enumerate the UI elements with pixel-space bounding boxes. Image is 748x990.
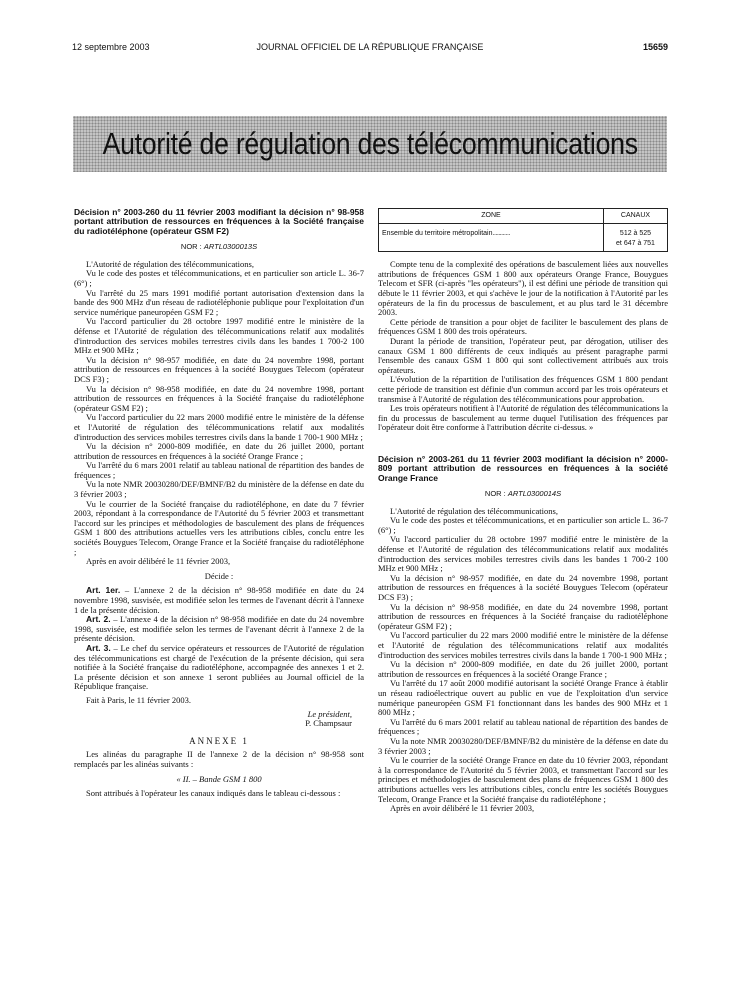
- table-cell-zone: Ensemble du territoire métropolitain............: [382, 230, 510, 237]
- article-text: – L'annexe 2 de la décision n° 98-958 modifiée en date du 24 novembre 1998, susvisée, est modifiée selon les termes de l'avenant décrit à l'annexe 1 de la présente décision.: [74, 585, 364, 615]
- preamble-paragraph: Vu l'accord particulier du 28 octobre 1997 modifié entre le ministère de la défense et l'Autorité de régulation des télécommunications relatif aux modalités d'introduction des services mobiles terrestres civils dans les bandes 1 700-2 100 MHz et 900 MHz ;: [378, 534, 668, 574]
- channels-range-2: et 647 à 751: [616, 239, 655, 247]
- preamble-paragraph: Vu l'arrêté du 6 mars 2001 relatif au tableau national de répartition des bandes de fréquences ;: [74, 460, 364, 480]
- annexe-paragraph: Cette période de transition a pour objet de faciliter le basculement des plans de fréquences GSM 1 800 des trois opérateurs.: [378, 316, 668, 337]
- decide-heading: Décide :: [204, 570, 234, 581]
- annexe-paragraph: Durant la période de transition, l'opérateur peut, par dérogation, utiliser des canaux GSM 1 800 différents de ceux indiqués au présent paragraphe parmi l'ensemble des canaux GSM 1 800 qui sont collectivement attribués aux trois opérateurs.: [378, 335, 668, 375]
- article-text: – L'annexe 4 de la décision n° 98-958 modifiée en date du 24 novembre 1998, susvisée, est modifiée selon les termes de l'avenant décrit à l'annexe 2 de la présente décision.: [74, 614, 364, 644]
- table-header-zone: ZONE: [379, 209, 604, 224]
- preamble-paragraph: Vu la note NMR 20030280/DEF/BMNF/B2 du ministère de la défense en date du 3 février 2003 ;: [378, 735, 668, 756]
- preamble-paragraph: Vu l'accord particulier du 22 mars 2000 modifié entre le ministère de la défense et l'Autorité de régulation des télécommunications relatif aux modalités d'introduction des services mobiles terrestres civils dans la bande 1 700-1 900 MHz ;: [74, 412, 364, 442]
- article: [74, 644, 364, 692]
- preamble-paragraph: Vu le code des postes et télécommunications, et en particulier son article L. 36-7 (6°) ;: [74, 268, 364, 288]
- preamble-paragraph: Vu la décision n° 98-957 modifiée, en date du 24 novembre 1998, portant attribution de ressources en fréquences à la société Bouygues Telecom (opérateur DCS F3) ;: [74, 354, 364, 384]
- header-journal-title: JOURNAL OFFICIEL DE LA RÉPUBLIQUE FRANÇAISE: [256, 42, 484, 52]
- preamble-paragraph: Vu l'accord particulier du 22 mars 2000 modifié entre le ministère de la défense et l'Autorité de régulation des télécommunications relatif aux modalités d'introduction des services mobiles terrestres civils dans la bande 1 700-1 900 MHz ;: [378, 630, 668, 660]
- preamble-paragraph: Vu la décision n° 98-957 modifiée, en date du 24 novembre 1998, portant attribution de ressources en fréquences à la société Bouygues Telecom (opérateur DCS F3) ;: [378, 572, 668, 603]
- preamble-paragraph: Vu le code des postes et télécommunications, et en particulier son article L. 36-7 (6°) ;: [378, 515, 668, 535]
- article-text: – Le chef du service opérateurs et ressources de l'Autorité de régulation des télécommunications est chargé de l'exécution de la présente décision, qui sera notifiée à la Société française du radiotéléphone, accompagnée des annexes 1 et 2. La présente décision et son annexe 1 seront publiées au Journal officiel de la République française.: [74, 642, 364, 692]
- preamble-paragraph: Vu l'arrêté du 17 août 2000 modifié autorisant la société Orange France à établir un réseau radioélectrique ouvert au public en vue de l'exploitation d'un service numérique paneuropéen GSM F1 fonctionnant dans les bandes des 900 MHz et 1 800 MHz ;: [378, 678, 668, 718]
- article-label: Art. 3.: [86, 642, 111, 653]
- annexe-title: ANNEXE 1: [189, 735, 249, 746]
- nor-value: ARTL0300013S: [203, 242, 258, 252]
- annexe-paragraph: Les trois opérateurs notifient à l'Autorité de régulation des télécommunications la fin du processus de basculement au terme duquel l'utilisation des fréquences par l'opérateur doit être conforme à l'attribution décrite ci-dessus. »: [378, 403, 668, 433]
- preamble-paragraph: Vu l'arrêté du 6 mars 2001 relatif au tableau national de répartition des bandes de fréquences ;: [378, 716, 668, 737]
- decision-title: Décision n° 2003-261 du 11 février 2003 modifiant la décision n° 2000-809 portant attribution de ressources en fréquences à la société Orange France: [378, 453, 668, 483]
- preamble-paragraph: Vu l'arrêté du 25 mars 1991 modifié portant autorisation d'extension dans la bande des 900 MHz d'un réseau de radiotéléphonie publique pour l'exploitation d'un service numérique paneuropéen GSM F2 ;: [74, 287, 364, 317]
- nor-reference: [378, 489, 668, 499]
- banner-title: Autorité de régulation des télécommunications: [102, 126, 638, 161]
- header-page-number: 15659: [642, 42, 668, 52]
- nor-label: NOR :: [484, 489, 506, 499]
- preamble-paragraph: Après en avoir délibéré le 11 février 2003,: [390, 803, 535, 814]
- signer-name: P. Champsaur: [305, 718, 352, 729]
- left-column: [74, 208, 364, 799]
- preamble-paragraph: Vu l'accord particulier du 28 octobre 1997 modifié entre le ministère de la défense et l'Autorité de régulation des télécommunications relatif aux modalités d'introduction des services mobiles terrestres civils dans les bandes 1 700-2 100 MHz et 900 MHz ;: [74, 316, 364, 356]
- right-column: [378, 208, 668, 814]
- channels-range-1: 512 à 525: [619, 230, 652, 237]
- decision-title: Décision n° 2003-260 du 11 février 2003 modifiant la décision n° 98-958 portant attribution de ressources en fréquences à la Société française du radiotéléphone (opérateur GSM F2): [74, 207, 364, 236]
- preamble-paragraph: Vu la note NMR 20030280/DEF/BMNF/B2 du ministère de la défense en date du 3 février 2003 ;: [74, 479, 364, 500]
- article-label: Art. 1er.: [86, 585, 121, 596]
- annexe-paragraph: Sont attribués à l'opérateur les canaux indiqués dans le tableau ci-dessous :: [86, 788, 341, 799]
- preamble-paragraph: Vu la décision n° 2000-809 modifiée, en date du 26 juillet 2000, portant attribution de ressources en fréquences à la société Orange France ;: [74, 441, 364, 461]
- signer-title: Le président,: [307, 708, 352, 719]
- table-row: [379, 224, 668, 252]
- article: [74, 586, 364, 615]
- annexe-intro: Les alinéas du paragraphe II de l'annexe 2 de la décision n° 98-958 sont remplacés par les alinéas suivants :: [74, 749, 364, 769]
- annexe-paragraph: L'évolution de la répartition de l'utilisation des fréquences GSM 1 800 pendant cette période de transition est définie d'un commun accord par les trois opérateurs et transmise à l'Autorité de régulation des télécommunications pour approbation.: [378, 374, 668, 404]
- preamble-paragraph: Vu le courrier de la société Orange France en date du 10 février 2003, répondant à la correspondance de l'Autorité du 5 février 2003, et transmettant l'accord sur les principes et méthodologies de basculement des plans de fréquences GSM 1 800 des attributions actuelles vers les attributions cibles, conclu entre les sociétés Bouygues Telecom, Orange France et la Société française du radiotéléphone ;: [378, 755, 668, 804]
- preamble-paragraph: Vu le courrier de la Société française du radiotéléphone, en date du 7 février 2003, répondant à la correspondance de l'Autorité du 5 février 2003 et transmettant l'accord sur les principes et méthodologies de basculement des plans de fréquences GSM 1 800 des attributions actuelles vers les attributions cibles, conclu entre les sociétés Bouygues Telecom, Orange France et la Société française du radiotéléphone ;: [74, 498, 364, 557]
- nor-label: NOR :: [180, 242, 202, 252]
- nor-value: ARTL0300014S: [507, 489, 562, 499]
- page-header: [72, 42, 668, 54]
- signature-date: Fait à Paris, le 11 février 2003.: [86, 694, 191, 705]
- annexe-section-heading: « II. – Bande GSM 1 800: [176, 773, 262, 784]
- preamble-paragraph: Après en avoir délibéré le 11 février 2003,: [86, 556, 231, 567]
- table-header-channels: CANAUX: [604, 209, 668, 224]
- preamble-paragraph: L'Autorité de régulation des télécommunications,: [86, 258, 254, 269]
- channels-table: [378, 208, 668, 252]
- nor-reference: [74, 242, 364, 252]
- preamble-paragraph: L'Autorité de régulation des télécommunications,: [390, 505, 558, 516]
- annexe-paragraph: Compte tenu de la complexité des opérations de basculement liées aux nouvelles attributions de fréquences GSM 1 800 aux opérateurs Orange France, Bouygues Telecom et SFR (ci-après "les opérateurs"), il est défini une période de transition qui débute le 11 février 2003, et qui s'achève le jour de la notification à l'Autorité par les opérateurs de la fin du processus de basculement, et au plus tard le 31 décembre 2003.: [378, 259, 668, 318]
- preamble-paragraph: Vu la décision n° 98-958 modifiée, en date du 24 novembre 1998, portant attribution de ressources en fréquences à la Société française du radiotéléphone (opérateur GSM F2) ;: [378, 601, 668, 631]
- preamble-paragraph: Vu la décision n° 98-958 modifiée, en date du 24 novembre 1998, portant attribution de ressources en fréquences à la Société française du radiotéléphone (opérateur GSM F2) ;: [74, 383, 364, 413]
- article: [74, 615, 364, 644]
- table-cell-channels: [604, 224, 668, 252]
- section-banner: [73, 116, 667, 172]
- header-date: 12 septembre 2003: [72, 42, 150, 52]
- preamble-paragraph: Vu la décision n° 2000-809 modifiée, en date du 26 juillet 2000, portant attribution de ressources en fréquences à la société Orange France ;: [378, 659, 668, 679]
- table-header-row: [379, 209, 668, 224]
- article-label: Art. 2.: [86, 614, 111, 625]
